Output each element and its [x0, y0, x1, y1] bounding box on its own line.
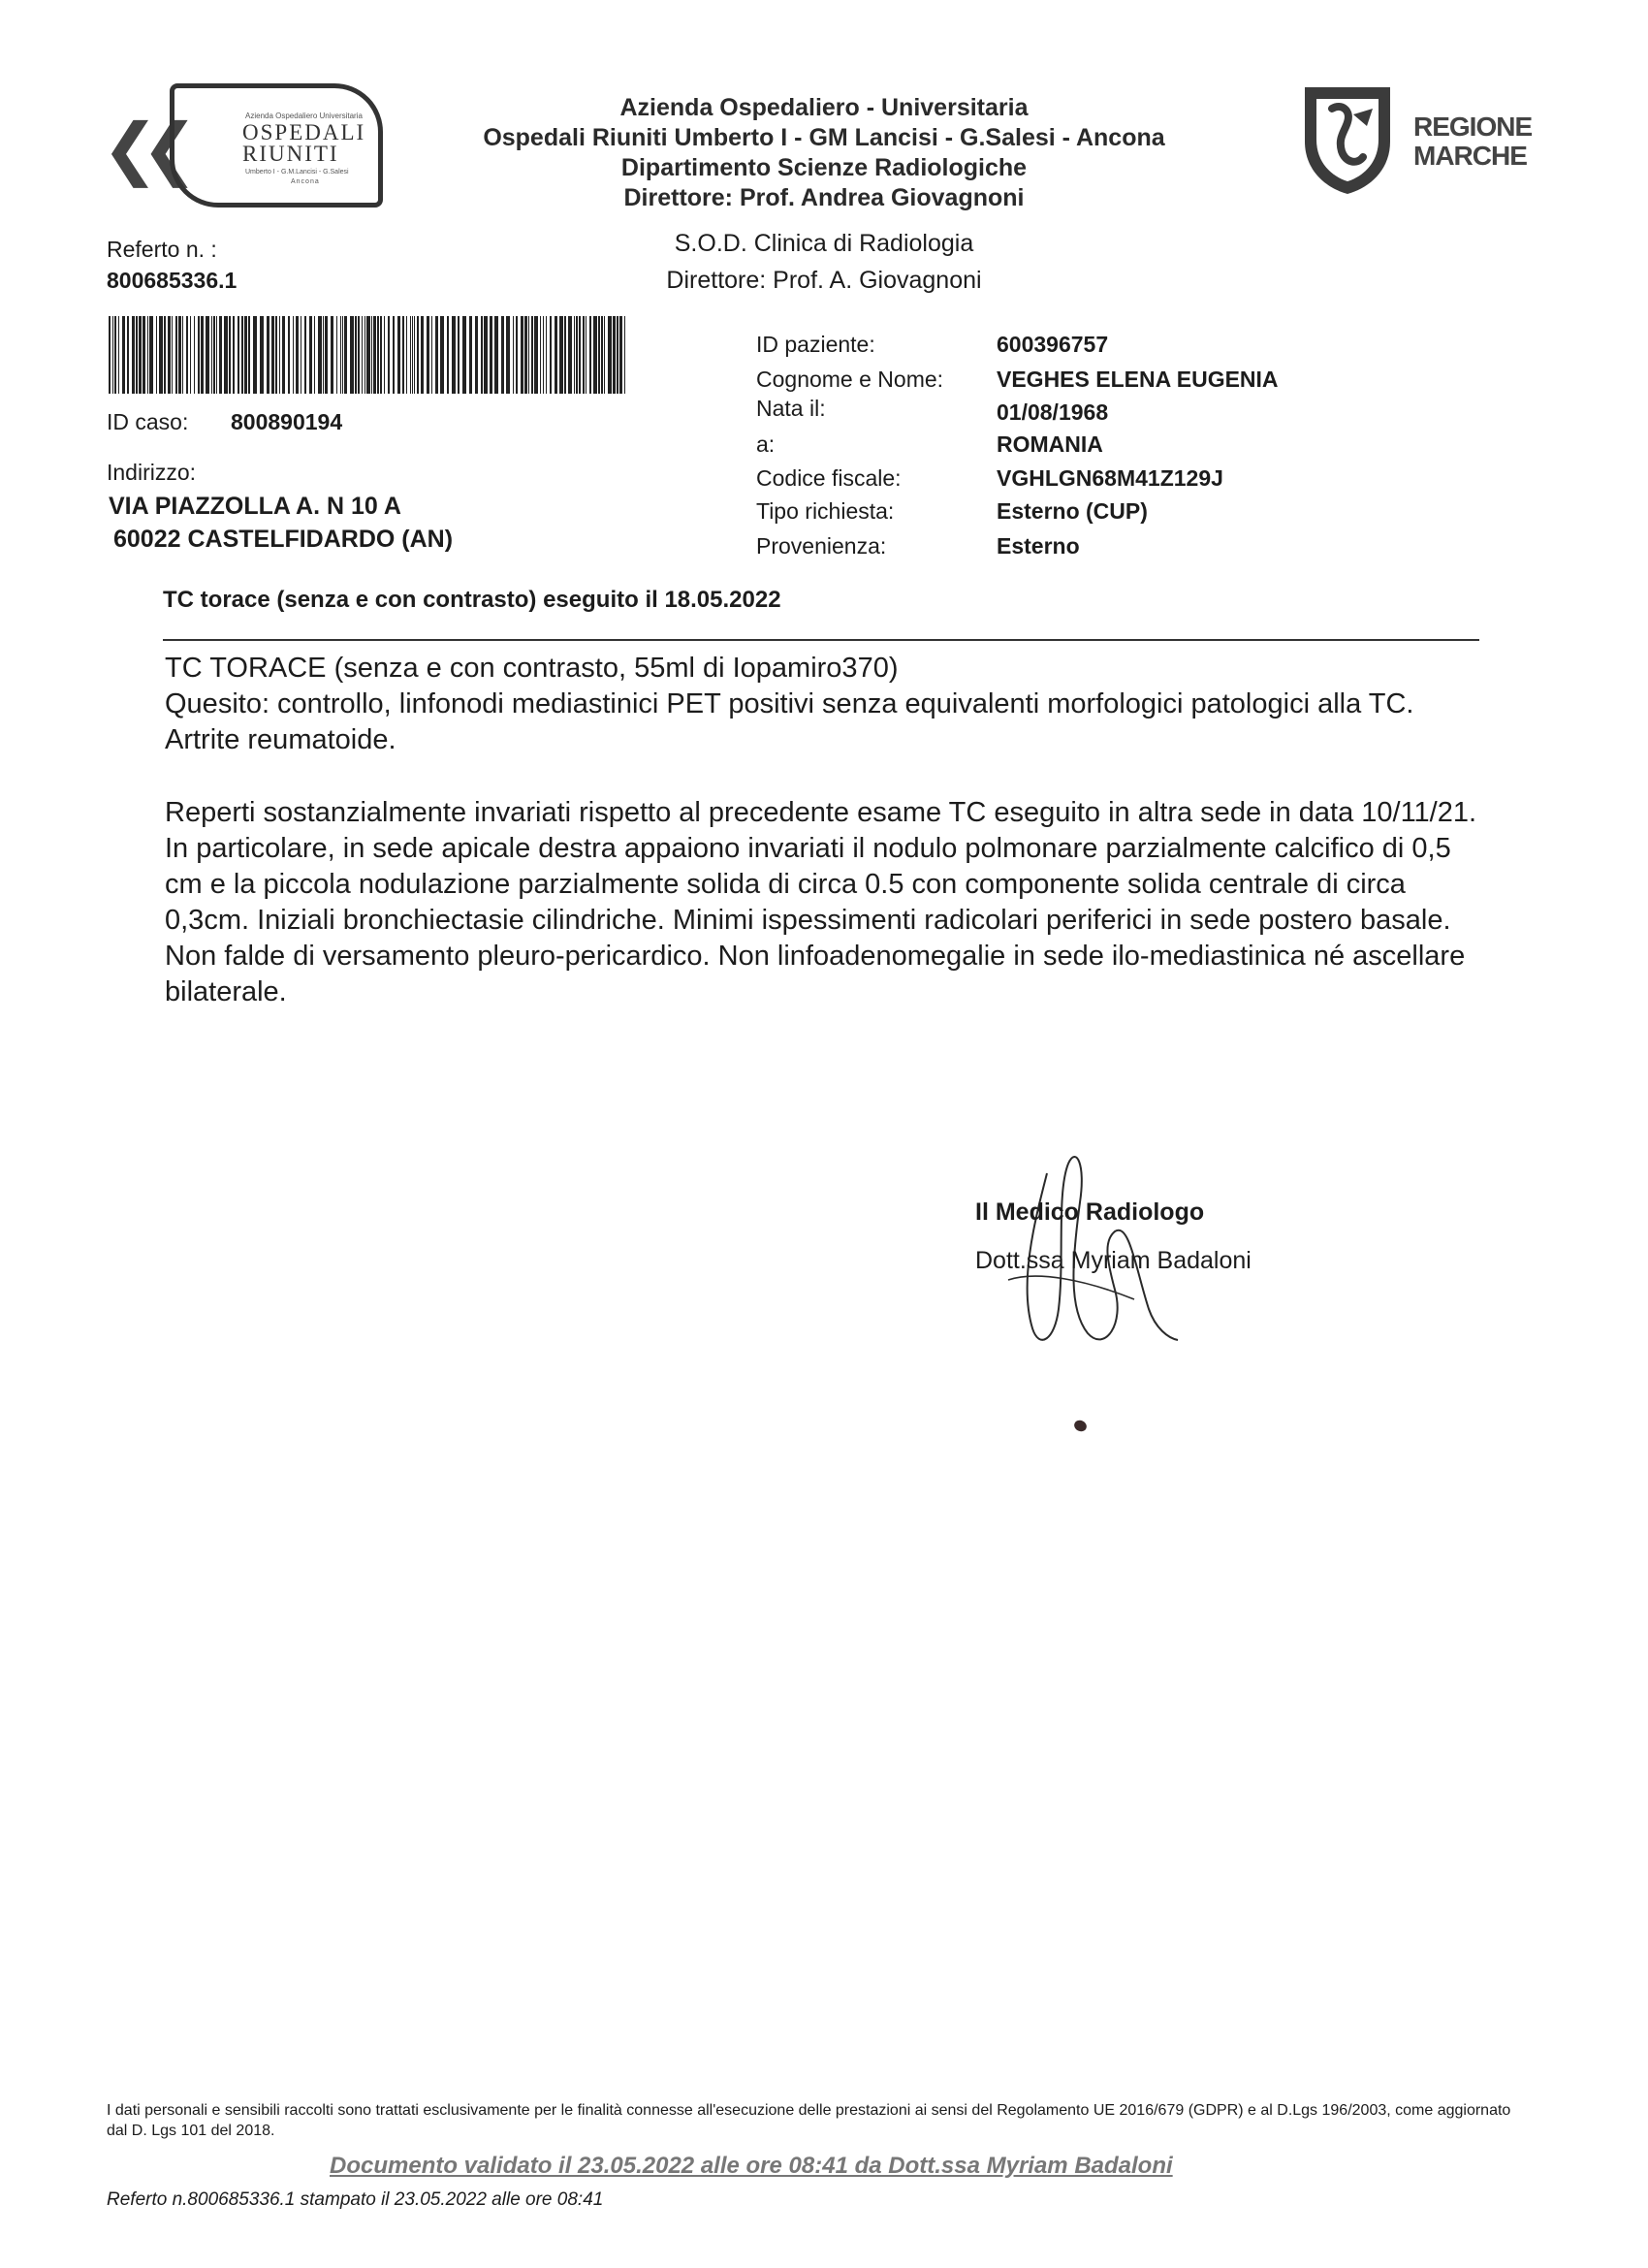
address-line1: VIA PIAZZOLLA A. N 10 A [109, 493, 401, 520]
address-line2: 60022 CASTELFIDARDO (AN) [113, 526, 454, 553]
barcode-icon [107, 316, 632, 394]
fiscal-code-value: VGHLGN68M41Z129J [997, 465, 1223, 491]
logo-small-top: Azienda Ospedaliero Universitaria [245, 112, 363, 120]
patient-id-value: 600396757 [997, 332, 1109, 357]
regione-marche-shield-icon [1299, 81, 1396, 198]
header-line-direttore: Direttore: Prof. Andrea Giovagnoni [623, 184, 1025, 211]
regione-marche-logo [1299, 81, 1532, 217]
validation-line: Documento validato il 23.05.2022 alle ore 08:41 da Dott.ssa Myriam Badaloni [330, 2153, 1173, 2179]
ospedali-riuniti-logo [102, 76, 383, 202]
patient-name-label: Cognome e Nome: [756, 367, 944, 392]
header-line-ospedali: Ospedali Riuniti Umberto I - GM Lancisi - G.Salesi - Ancona [483, 124, 1165, 151]
exam-title: TC torace (senza e con contrasto) eseguito il 18.05.2022 [163, 587, 781, 613]
ink-dot [1072, 1419, 1088, 1433]
logo-name-line1: OSPEDALI [242, 120, 366, 144]
report-paragraph-2: Reperti sostanzialmente invariati rispetto al precedente esame TC eseguito in altra sede in data 10/11/21. In particolare, in sede apicale destra appaiono invariati il nodulo polmonare parzialmente calcifico di 0,5 cm e la piccola nodulazione parzialmente solida di circa 0.5 con componente solida centrale di circa 0,3cm. Iniziali bronchiectasie cilindriche. Minimi ispessimenti radicolari periferici in sede postero basale. Non falde di versamento pleuro-pericardico. Non linfoadenomegalie in sede ilo-mediastinica né ascellare bilaterale. [165, 797, 1477, 1007]
logo-name-line2: RIUNITI [242, 142, 339, 166]
id-caso-label: ID caso: [107, 409, 189, 434]
sod-name: S.O.D. Clinica di Radiologia [674, 230, 974, 257]
request-type-value: Esterno (CUP) [997, 498, 1148, 524]
origin-label: Provenienza: [756, 533, 887, 559]
signature-scribble [979, 1134, 1183, 1358]
signature-title: Il Medico Radiologo [975, 1198, 1205, 1226]
address-label: Indirizzo: [107, 460, 197, 485]
regione-text-line1: REGIONE [1413, 112, 1533, 142]
request-type-label: Tipo richiesta: [756, 498, 895, 524]
chevron-mark-icon: ❮❮ [102, 109, 181, 188]
sod-block [601, 225, 1047, 299]
regione-marche-text [1413, 112, 1532, 171]
header-line-dipartimento: Dipartimento Scienze Radiologiche [620, 154, 1028, 181]
divider [163, 639, 1479, 641]
birth-date-label: Nata il: [756, 396, 826, 421]
hospital-header [407, 93, 1241, 213]
printed-line: Referto n.800685336.1 stampato il 23.05.2022 alle ore 08:41 [107, 2189, 604, 2210]
sod-director: Direttore: Prof. A. Giovagnoni [666, 267, 982, 294]
regione-text-line2: MARCHE [1413, 141, 1527, 171]
birth-place-label: a: [756, 431, 776, 457]
privacy-note: I dati personali e sensibili raccolti sono trattati esclusivamente per le finalità connesse all'esecuzione delle prestazioni ai sensi del Regolamento UE 2016/679 (GDPR) e al D.Lgs 196/2003, come aggiornato dal D. Lgs 101 del 2018. [107, 2102, 1511, 2139]
referto-number: 800685336.1 [107, 268, 238, 293]
logo-small-bottom: Umberto I - G.M.Lancisi - G.Salesi [245, 169, 349, 176]
logo-city: Ancona [291, 178, 320, 185]
referto-label: Referto n. : [107, 237, 217, 262]
patient-id-label: ID paziente: [756, 332, 875, 357]
origin-value: Esterno [997, 533, 1080, 559]
report-paragraph-1: TC TORACE (senza e con contrasto, 55ml di Iopamiro370) Quesito: controllo, linfonodi mediastinici PET positivi senza equivalenti morfologici patologici alla TC. Artrite reumatoide. [165, 653, 1414, 755]
birth-place-value: ROMANIA [997, 431, 1103, 457]
header-line-azienda: Azienda Ospedaliero - Universitaria [619, 94, 1029, 121]
fiscal-code-label: Codice fiscale: [756, 465, 902, 491]
birth-date-value: 01/08/1968 [997, 399, 1109, 425]
id-caso-value: 800890194 [231, 409, 343, 434]
signature-name: Dott.ssa Myriam Badaloni [975, 1247, 1252, 1274]
patient-name-value: VEGHES ELENA EUGENIA [997, 367, 1279, 392]
